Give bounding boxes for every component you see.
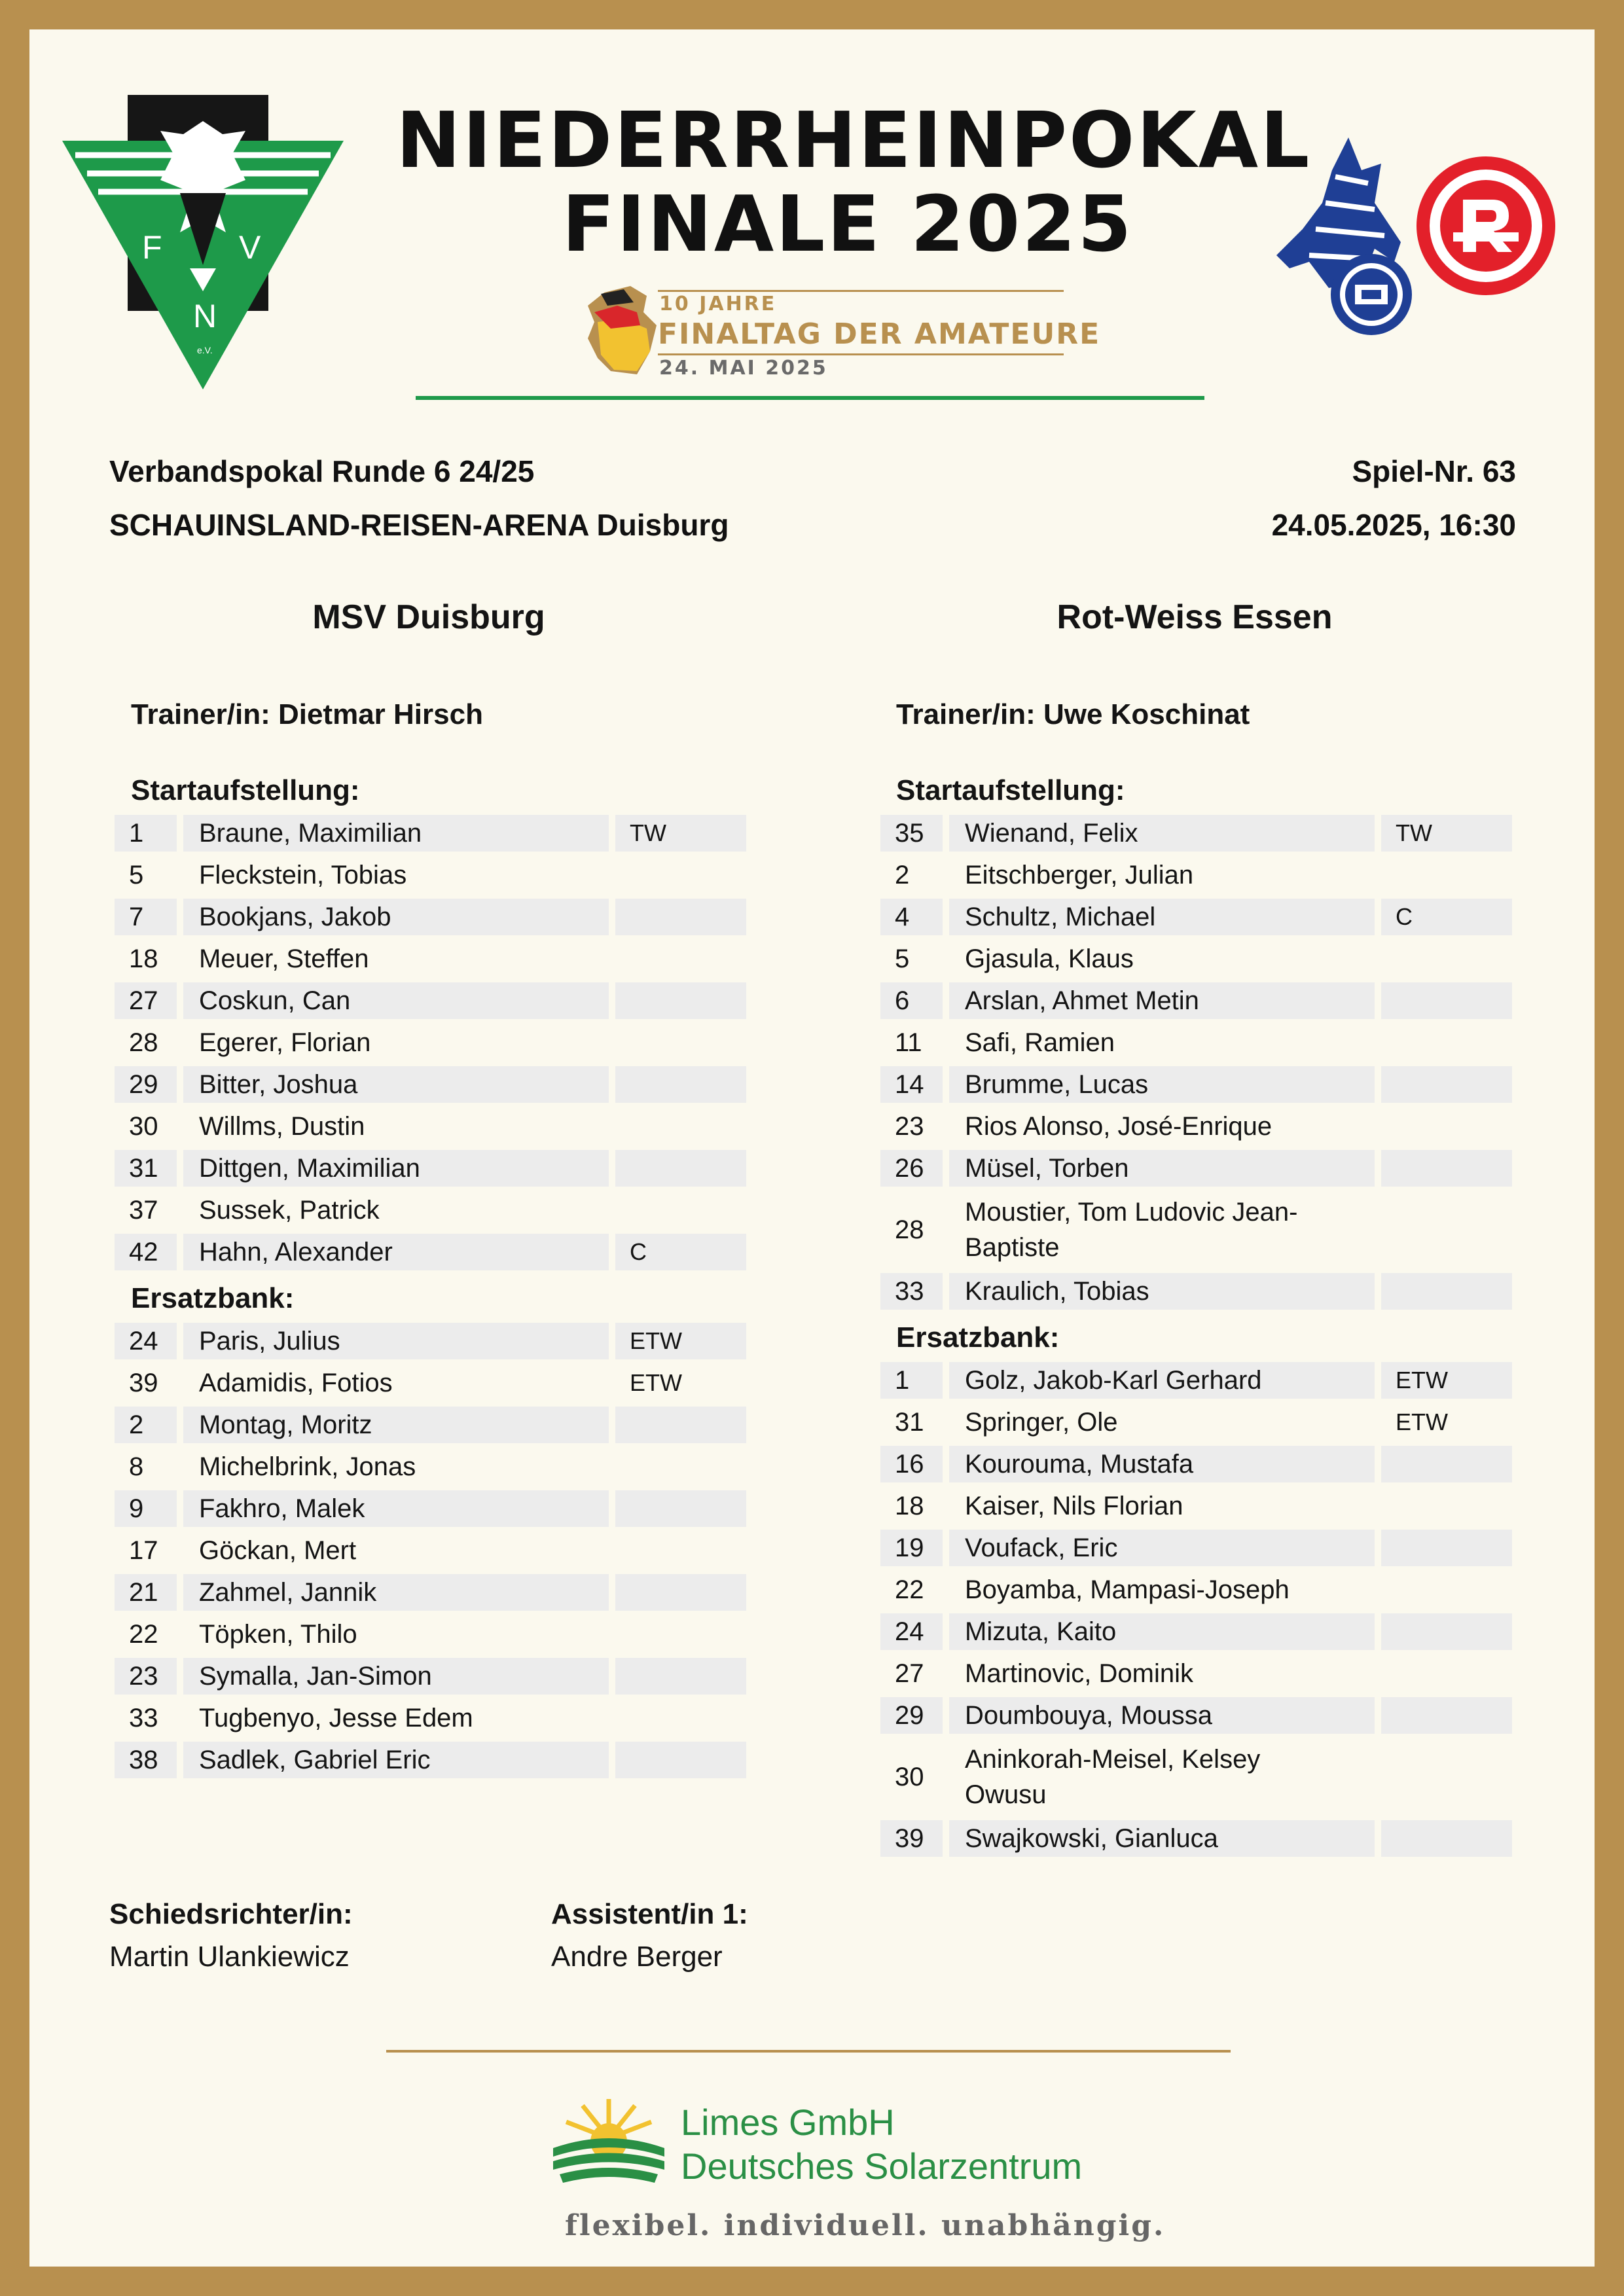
player-number: 27	[895, 1659, 924, 1688]
player-name: Schultz, Michael	[949, 899, 1375, 935]
player-name: Zahmel, Jannik	[183, 1574, 609, 1611]
player-number: 22	[895, 1575, 924, 1604]
player-row	[880, 1613, 1512, 1650]
player-number: 33	[129, 1704, 158, 1732]
home-coach: Trainer/in: Dietmar Hirsch	[131, 698, 483, 730]
player-role	[615, 1532, 746, 1569]
player-role	[615, 1574, 746, 1611]
player-row	[115, 1448, 746, 1485]
rwe-logo-icon	[1414, 154, 1558, 298]
page-title-line1: NIEDERRHEINPOKAL	[396, 95, 1312, 185]
player-number: 6	[880, 982, 943, 1019]
player-row	[880, 1446, 1512, 1482]
player-role	[1381, 1820, 1512, 1857]
player-name: Adamidis, Fotios	[199, 1369, 393, 1397]
player-name: Rios Alonso, José-Enrique	[965, 1112, 1272, 1141]
player-role	[615, 1700, 746, 1736]
player-row	[880, 1530, 1512, 1566]
player-number: 24	[115, 1323, 177, 1359]
sponsor-name: Limes GmbH	[681, 2102, 895, 2143]
player-name: Swajkowski, Gianluca	[949, 1820, 1375, 1857]
player-number: 30	[895, 1763, 924, 1791]
player-name: Egerer, Florian	[199, 1028, 371, 1057]
assistant-label: Assistent/in 1:	[551, 1898, 748, 1930]
player-row	[880, 815, 1512, 852]
player-name: Hahn, Alexander	[183, 1234, 609, 1270]
lineup-sheet	[29, 29, 1595, 2267]
player-name: Wienand, Felix	[949, 815, 1375, 852]
away-coach: Trainer/in: Uwe Koschinat	[896, 698, 1250, 730]
player-role: C	[615, 1234, 746, 1270]
player-name: Kraulich, Tobias	[949, 1273, 1375, 1310]
player-number: 14	[880, 1066, 943, 1103]
player-role	[1381, 1571, 1512, 1608]
player-row	[115, 1574, 746, 1611]
player-number: 30	[129, 1112, 158, 1141]
player-role	[1381, 1108, 1512, 1145]
player-role	[1381, 1613, 1512, 1650]
player-number: 28	[129, 1028, 158, 1057]
bench-label: Ersatzbank:	[131, 1282, 295, 1314]
player-role	[615, 1742, 746, 1778]
venue-label: SCHAUINSLAND-REISEN-ARENA Duisburg	[109, 508, 729, 542]
player-name: Willms, Dustin	[199, 1112, 365, 1141]
player-role	[615, 941, 746, 977]
player-row	[115, 982, 746, 1019]
player-row	[115, 857, 746, 893]
player-number: 21	[115, 1574, 177, 1611]
player-row	[880, 1820, 1512, 1857]
player-number: 23	[115, 1658, 177, 1695]
player-number: 22	[129, 1620, 158, 1649]
player-name-line1: Moustier, Tom Ludovic Jean-	[965, 1198, 1298, 1227]
sponsor-slogan: flexibel. individuell. unabhängig.	[565, 2209, 1166, 2242]
msv-zebra-logo-icon	[1270, 131, 1434, 340]
player-role	[615, 982, 746, 1019]
player-number: 18	[895, 1492, 924, 1520]
player-role	[615, 1658, 746, 1695]
germany-map-icon	[585, 286, 660, 378]
player-role	[1381, 1024, 1512, 1061]
player-row	[880, 1150, 1512, 1187]
player-name: Arslan, Ahmet Metin	[949, 982, 1375, 1019]
player-name-line1: Aninkorah-Meisel, Kelsey	[965, 1745, 1261, 1774]
player-role	[1381, 1150, 1512, 1187]
player-name: Töpken, Thilo	[199, 1620, 357, 1649]
badge-mid-rule	[658, 353, 1064, 355]
player-name: Voufack, Eric	[949, 1530, 1375, 1566]
player-role	[1381, 1192, 1512, 1268]
badge-date: 24. MAI 2025	[659, 357, 828, 380]
player-row	[115, 1700, 746, 1736]
svg-text:N: N	[193, 298, 217, 334]
player-number: 1	[115, 815, 177, 852]
player-role	[1381, 1273, 1512, 1310]
player-number: 4	[880, 899, 943, 935]
player-name: Eitschberger, Julian	[965, 861, 1194, 889]
game-number: Spiel-Nr. 63	[1352, 454, 1516, 488]
player-row	[880, 1655, 1512, 1692]
player-row	[115, 1365, 746, 1401]
svg-text:F: F	[142, 229, 162, 266]
player-number: 31	[115, 1150, 177, 1187]
player-role	[1381, 1530, 1512, 1566]
player-number: 29	[880, 1697, 943, 1734]
player-number: 2	[115, 1407, 177, 1443]
player-role	[615, 1024, 746, 1061]
player-number: 29	[115, 1066, 177, 1103]
player-name: Brumme, Lucas	[949, 1066, 1375, 1103]
player-number: 8	[129, 1452, 144, 1481]
player-name: Dittgen, Maximilian	[183, 1150, 609, 1187]
player-name: Fleckstein, Tobias	[199, 861, 407, 889]
player-row	[115, 1234, 746, 1270]
player-number: 5	[129, 861, 144, 889]
player-row	[115, 1066, 746, 1103]
home-team-name: MSV Duisburg	[312, 598, 545, 636]
player-number: 33	[880, 1273, 943, 1310]
player-role	[615, 1066, 746, 1103]
player-name: Braune, Maximilian	[183, 815, 609, 852]
referee-label: Schiedsrichter/in:	[109, 1898, 353, 1930]
player-name: Martinovic, Dominik	[965, 1659, 1193, 1688]
player-name-line2: Baptiste	[965, 1233, 1060, 1262]
player-role: ETW	[615, 1323, 746, 1359]
player-row	[880, 941, 1512, 977]
player-row	[115, 1742, 746, 1778]
player-row	[115, 899, 746, 935]
player-name: Paris, Julius	[183, 1323, 609, 1359]
player-number: 17	[129, 1536, 158, 1565]
sun-field-logo-icon	[550, 2092, 668, 2191]
player-role	[1381, 1655, 1512, 1692]
player-role	[615, 1192, 746, 1229]
player-number: 7	[115, 899, 177, 935]
player-name-line2: Owusu	[965, 1780, 1047, 1809]
player-role	[1381, 1066, 1512, 1103]
player-role	[1381, 1697, 1512, 1734]
assistant-name: Andre Berger	[551, 1941, 723, 1973]
player-row	[115, 1024, 746, 1061]
bench-label: Ersatzbank:	[896, 1321, 1060, 1354]
player-name: Safi, Ramien	[965, 1028, 1115, 1057]
player-name: Bookjans, Jakob	[183, 899, 609, 935]
player-name: Symalla, Jan-Simon	[183, 1658, 609, 1695]
match-datetime: 24.05.2025, 16:30	[1271, 508, 1516, 542]
player-name	[949, 1192, 1375, 1268]
player-name: Mizuta, Kaito	[949, 1613, 1375, 1650]
player-name: Golz, Jakob-Karl Gerhard	[949, 1362, 1375, 1399]
player-name: Springer, Ole	[965, 1408, 1118, 1437]
player-row	[880, 1739, 1512, 1815]
player-name: Bitter, Joshua	[183, 1066, 609, 1103]
player-row	[880, 1571, 1512, 1608]
player-role	[1381, 1488, 1512, 1524]
player-name: Tugbenyo, Jesse Edem	[199, 1704, 473, 1732]
player-role	[615, 1150, 746, 1187]
player-name	[949, 1739, 1375, 1815]
player-number: 16	[880, 1446, 943, 1482]
player-row	[880, 1066, 1512, 1103]
player-number: 11	[895, 1028, 922, 1057]
player-name: Sadlek, Gabriel Eric	[183, 1742, 609, 1778]
player-row	[115, 1407, 746, 1443]
player-row	[115, 1150, 746, 1187]
badge-event: FINALTAG DER AMATEURE	[658, 317, 1101, 351]
player-number: 24	[880, 1613, 943, 1650]
player-name: Göckan, Mert	[199, 1536, 357, 1565]
player-role	[1381, 982, 1512, 1019]
player-name: Doumbouya, Moussa	[949, 1697, 1375, 1734]
player-number: 9	[115, 1490, 177, 1527]
player-row	[880, 1697, 1512, 1734]
player-row	[880, 1273, 1512, 1310]
player-name: Montag, Moritz	[183, 1407, 609, 1443]
player-name: Michelbrink, Jonas	[199, 1452, 416, 1481]
badge-years: 10 JAHRE	[659, 293, 777, 315]
player-number: 38	[115, 1742, 177, 1778]
player-row	[115, 1490, 746, 1527]
player-number: 5	[895, 944, 910, 973]
player-role	[1381, 1446, 1512, 1482]
player-row	[880, 899, 1512, 935]
player-row	[880, 1024, 1512, 1061]
player-name: Müsel, Torben	[949, 1150, 1375, 1187]
player-role: C	[1381, 899, 1512, 935]
player-number: 23	[895, 1112, 924, 1141]
player-role	[1381, 1739, 1512, 1815]
player-number: 35	[880, 815, 943, 852]
player-role: ETW	[630, 1369, 682, 1396]
player-role	[615, 857, 746, 893]
player-number: 31	[895, 1408, 924, 1437]
svg-text:V: V	[239, 229, 261, 266]
player-name: Gjasula, Klaus	[965, 944, 1134, 973]
player-name: Sussek, Patrick	[199, 1196, 380, 1225]
player-number: 37	[129, 1196, 158, 1225]
player-number: 1	[880, 1362, 943, 1399]
player-row	[880, 1108, 1512, 1145]
player-role	[615, 1448, 746, 1485]
player-number: 39	[880, 1820, 943, 1857]
badge-top-rule	[658, 290, 1064, 292]
player-number: 39	[129, 1369, 158, 1397]
page-title-line2: FINALE 2025	[562, 179, 1134, 269]
player-row	[115, 1323, 746, 1359]
player-number: 19	[880, 1530, 943, 1566]
player-number: 27	[115, 982, 177, 1019]
player-role	[1381, 941, 1512, 977]
player-role	[1381, 857, 1512, 893]
player-role: ETW	[1396, 1408, 1448, 1435]
player-name: Kaiser, Nils Florian	[965, 1492, 1183, 1520]
player-row	[115, 941, 746, 977]
player-row	[880, 857, 1512, 893]
player-row	[880, 1404, 1512, 1441]
player-name: Coskun, Can	[183, 982, 609, 1019]
player-row	[880, 1488, 1512, 1524]
player-row	[115, 1658, 746, 1695]
player-number: 2	[895, 861, 910, 889]
sponsor-subtitle: Deutsches Solarzentrum	[681, 2145, 1083, 2187]
player-role: TW	[1381, 815, 1512, 852]
player-row	[880, 1192, 1512, 1268]
player-name: Fakhro, Malek	[183, 1490, 609, 1527]
player-role: ETW	[1381, 1362, 1512, 1399]
player-role	[615, 1108, 746, 1145]
player-row	[115, 1108, 746, 1145]
player-name: Boyamba, Mampasi-Joseph	[965, 1575, 1290, 1604]
player-number: 26	[880, 1150, 943, 1187]
player-role: TW	[615, 815, 746, 852]
player-name: Meuer, Steffen	[199, 944, 369, 973]
player-row	[115, 1532, 746, 1569]
player-role	[615, 1616, 746, 1653]
footer-rule	[386, 2050, 1231, 2053]
player-number: 18	[129, 944, 158, 973]
starting-lineup-label: Startaufstellung:	[896, 774, 1125, 806]
player-row	[115, 1192, 746, 1229]
player-name: Kourouma, Mustafa	[949, 1446, 1375, 1482]
player-row	[880, 1362, 1512, 1399]
player-number: 42	[115, 1234, 177, 1270]
player-role	[615, 899, 746, 935]
referee-name: Martin Ulankiewicz	[109, 1941, 350, 1973]
player-row	[115, 815, 746, 852]
player-role	[615, 1490, 746, 1527]
player-number: 28	[895, 1215, 924, 1244]
player-role	[615, 1407, 746, 1443]
competition-label: Verbandspokal Runde 6 24/25	[109, 454, 535, 488]
away-team-name: Rot-Weiss Essen	[1056, 598, 1333, 636]
fvn-logo-icon	[62, 95, 344, 389]
header-rule	[416, 396, 1204, 400]
player-row	[115, 1616, 746, 1653]
starting-lineup-label: Startaufstellung:	[131, 774, 360, 806]
player-row	[880, 982, 1512, 1019]
svg-text:e.V.: e.V.	[197, 345, 213, 355]
